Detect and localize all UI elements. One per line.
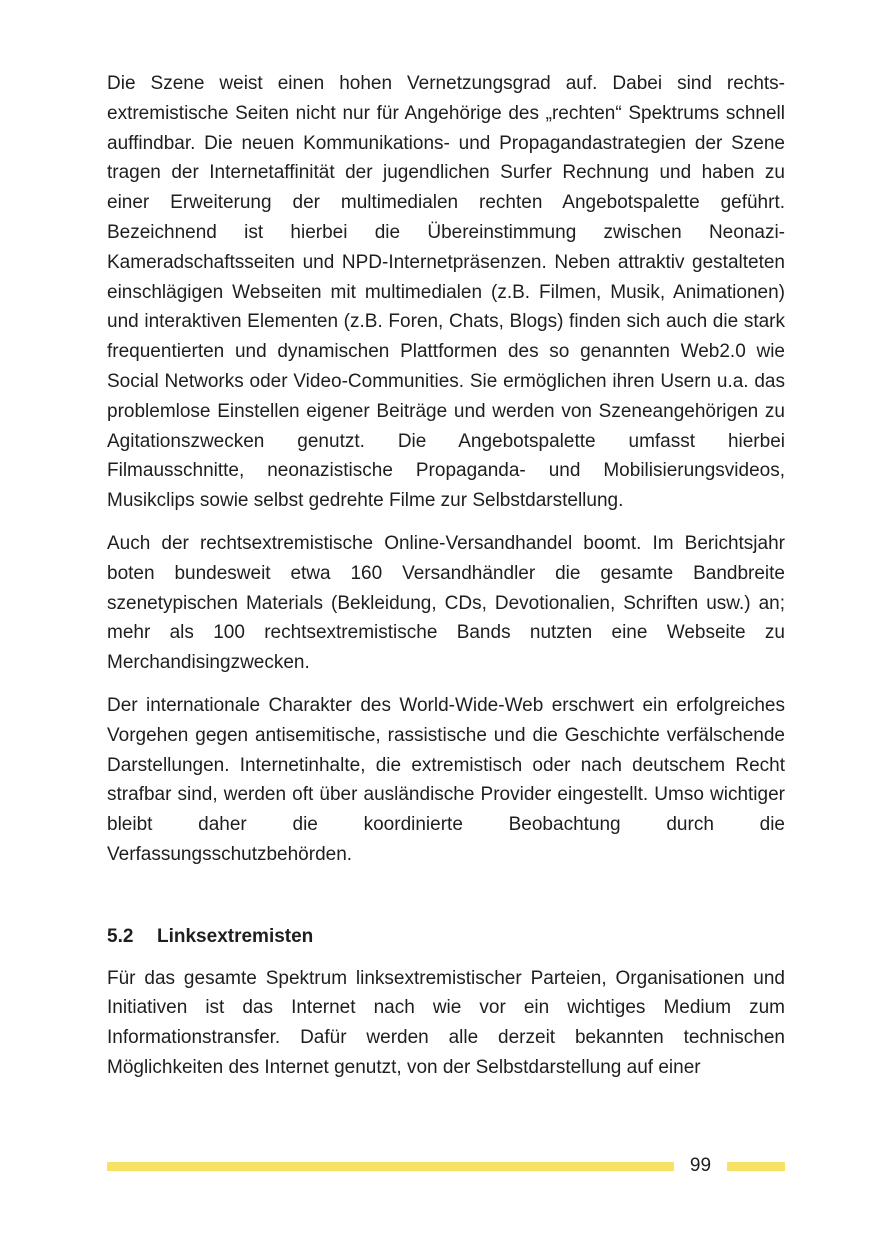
- page-footer: [107, 1153, 785, 1179]
- body-paragraph-3: Der internationale Charakter des World-Wide-Web erschwert ein erfolgreiches Vorgehen gegen antisemitische, rassistische und die Geschichte verfälschende Darstellungen. Internetinhalte, die extremistisch oder nach deutschem Recht strafbar sind, werden oft über ausländische Provider eingestellt. Umso wichtiger bleibt daher die koordinierte Beobachtung durch die Verfassungsschutzbehörden.: [107, 694, 785, 865]
- section-heading: [107, 922, 785, 952]
- section-number: 5.2: [107, 925, 134, 947]
- section-title: Linksextremisten: [157, 925, 314, 947]
- page-body: [107, 69, 785, 1096]
- body-paragraph-4: Für das gesamte Spektrum linksextremistischer Parteien, Organisationen und Initiativen ist das Internet nach wie vor ein wichtiges Medium zum Informationstransfer. Dafür werden alle derzeit bekannten technischen Möglichkeiten des Internet genutzt, von der Selbstdarstellung auf einer: [107, 967, 785, 1078]
- footer-accent-bar-right: [727, 1162, 785, 1171]
- page-number: 99: [689, 1155, 712, 1176]
- body-paragraph-2: Auch der rechtsextremistische Online-Versandhandel boomt. Im Berichtsjahr boten bundesweit etwa 160 Versandhändler die gesamte Bandbreite szenetypischen Materials (Bekleidung, CDs, Devotionalien, Schriften usw.) an; mehr als 100 rechtsextremistische Bands nutzten eine Webseite zu Merchandisingzwecken.: [107, 532, 785, 674]
- body-paragraph-1: Die Szene weist einen hohen Vernetzungsgrad auf. Dabei sind rechtsextremistische Seiten nicht nur für Angehörige des „rechten“ Spektrums schnell auffindbar. Die neuen Kommunikations- und Propagandastrategien der Szene tragen der Internetaffinität der jugendlichen Surfer Rechnung und haben zu einer Erweiterung der multimedialen rechten Angebotspalette geführt. Bezeichnend ist hierbei die Übereinstimmung zwischen Neonazi-Kameradschaftsseiten und NPD-Internetpräsenzen. Neben attraktiv gestalteten einschlägigen Webseiten mit multimedialen (z.B. Filmen, Musik, Animationen) und interaktiven Elementen (z.B. Foren, Chats, Blogs) finden sich auch die stark frequentierten und dynamischen Plattformen des so genannten Web2.0 wie Social Networks oder Video-Communities. Sie ermöglichen ihren Usern u.a. das problemlose Einstellen eigener Beiträge und werden von Szeneangehörigen zu Agitationszwecken genutzt. Die Angebotspalette umfasst hierbei Filmausschnitte, neonazistische Propaganda- und Mobilisierungsvideos, Musikclips sowie selbst gedrehte Filme zur Selbstdarstellung.: [107, 73, 785, 512]
- footer-accent-bar-left: [107, 1162, 674, 1171]
